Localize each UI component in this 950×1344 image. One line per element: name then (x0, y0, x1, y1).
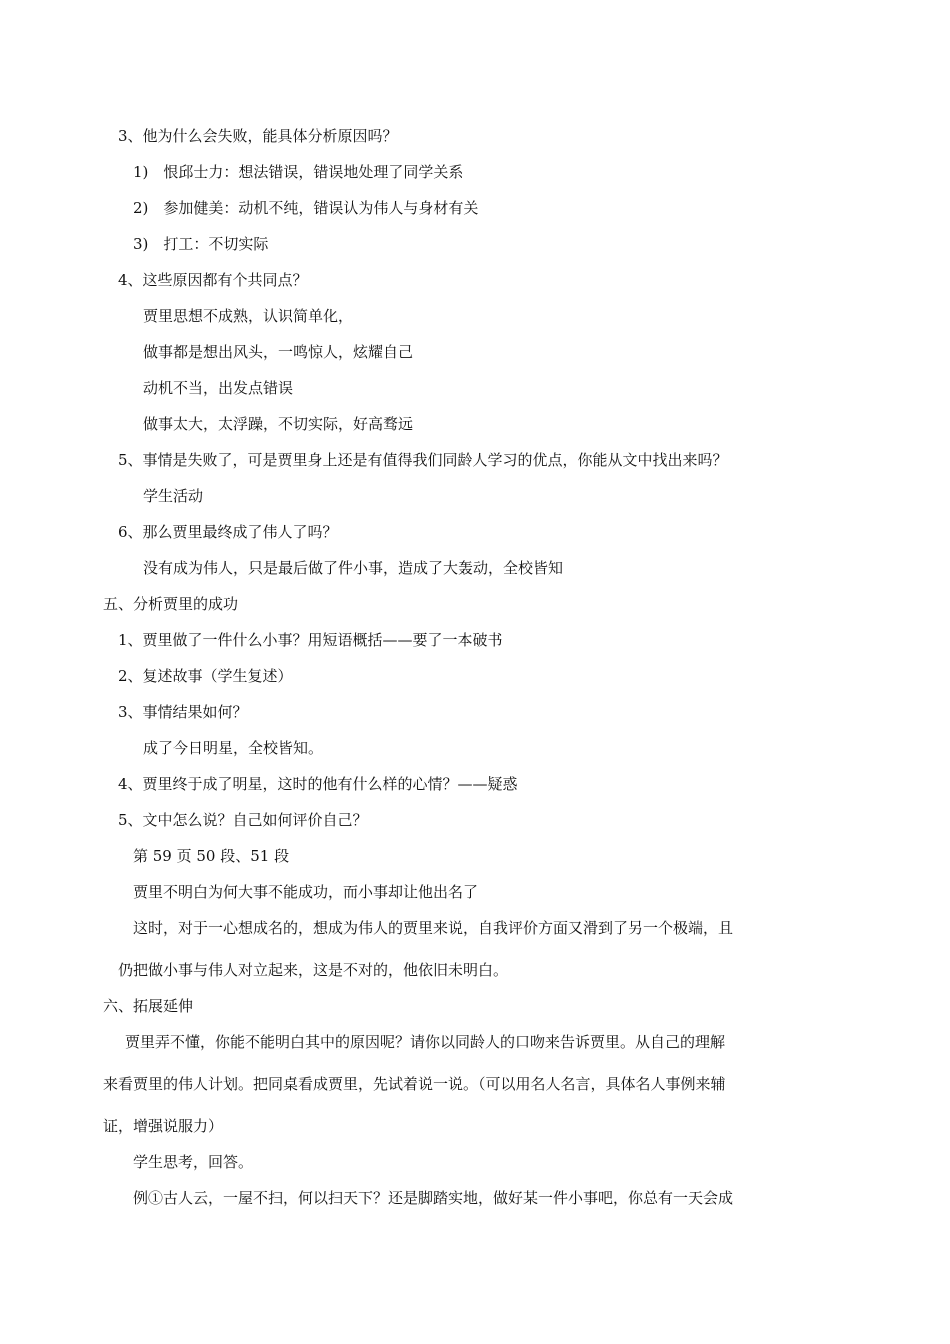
question-5b: 5、文中怎么说？自己如何评价自己？ (118, 811, 368, 829)
section-heading-6: 六、拓展延伸 (103, 997, 194, 1015)
answer-line: 没有成为伟人，只是最后做了件小事，造成了大轰动，全校皆知 (143, 559, 564, 577)
section-heading-5: 五、分析贾里的成功 (103, 595, 239, 613)
question-2: 2、复述故事（学生复述） (118, 667, 293, 685)
paragraph-line: 仍把做小事与伟人对立起来，这是不对的，他依旧未明白。 (118, 961, 509, 979)
question-4: 4、这些原因都有个共同点？ (118, 271, 308, 289)
reason-2: 2) 参加健美：动机不纯，错误认为伟人与身材有关 (133, 199, 479, 217)
answer-line: 做事太大，太浮躁，不切实际，好高骛远 (143, 415, 414, 433)
answer-line: 做事都是想出风头，一鸣惊人，炫耀自己 (143, 343, 414, 361)
question-3b: 3、事情结果如何？ (118, 703, 248, 721)
question-5: 5、事情是失败了，可是贾里身上还是有值得我们同龄人学习的优点，你能从文中找出来吗？ (118, 451, 728, 469)
answer-line: 动机不当，出发点错误 (143, 379, 294, 397)
reason-3: 3) 打工：不切实际 (133, 235, 269, 253)
example-line: 例①古人云，一屋不扫，何以扫天下？还是脚踏实地，做好某一件小事吧，你总有一天会成 (133, 1189, 734, 1207)
question-3: 3、他为什么会失败，能具体分析原因吗？ (118, 127, 398, 145)
answer-line: 贾里不明白为何大事不能成功，而小事却让他出名了 (133, 883, 479, 901)
reason-1: 1) 恨邱士力：想法错误，错误地处理了同学关系 (133, 163, 464, 181)
question-1: 1、贾里做了一件什么小事？用短语概括——要了一本破书 (118, 631, 503, 649)
paragraph-line: 学生思考，回答。 (133, 1153, 254, 1171)
paragraph-line: 来看贾里的伟人计划。把同桌看成贾里，先试着说一说。（可以用名人名言，具体名人事例来辅 (103, 1075, 726, 1093)
paragraph-line: 这时，对于一心想成名的，想成为伟人的贾里来说，自我评价方面又滑到了另一个极端，且 (133, 919, 734, 937)
question-6: 6、那么贾里最终成了伟人了吗？ (118, 523, 338, 541)
paragraph-line: 证，增强说服力） (103, 1117, 224, 1135)
question-4b: 4、贾里终于成了明星，这时的他有什么样的心情？——疑惑 (118, 775, 518, 793)
answer-line: 学生活动 (143, 487, 204, 505)
paragraph-line: 贾里弄不懂，你能不能明白其中的原因呢？请你以同龄人的口吻来告诉贾里。从自己的理解 (125, 1033, 726, 1051)
page-reference: 第 59 页 50 段、51 段 (133, 847, 290, 865)
answer-line: 贾里思想不成熟，认识简单化， (143, 307, 354, 325)
answer-line: 成了今日明星，全校皆知。 (143, 739, 324, 757)
